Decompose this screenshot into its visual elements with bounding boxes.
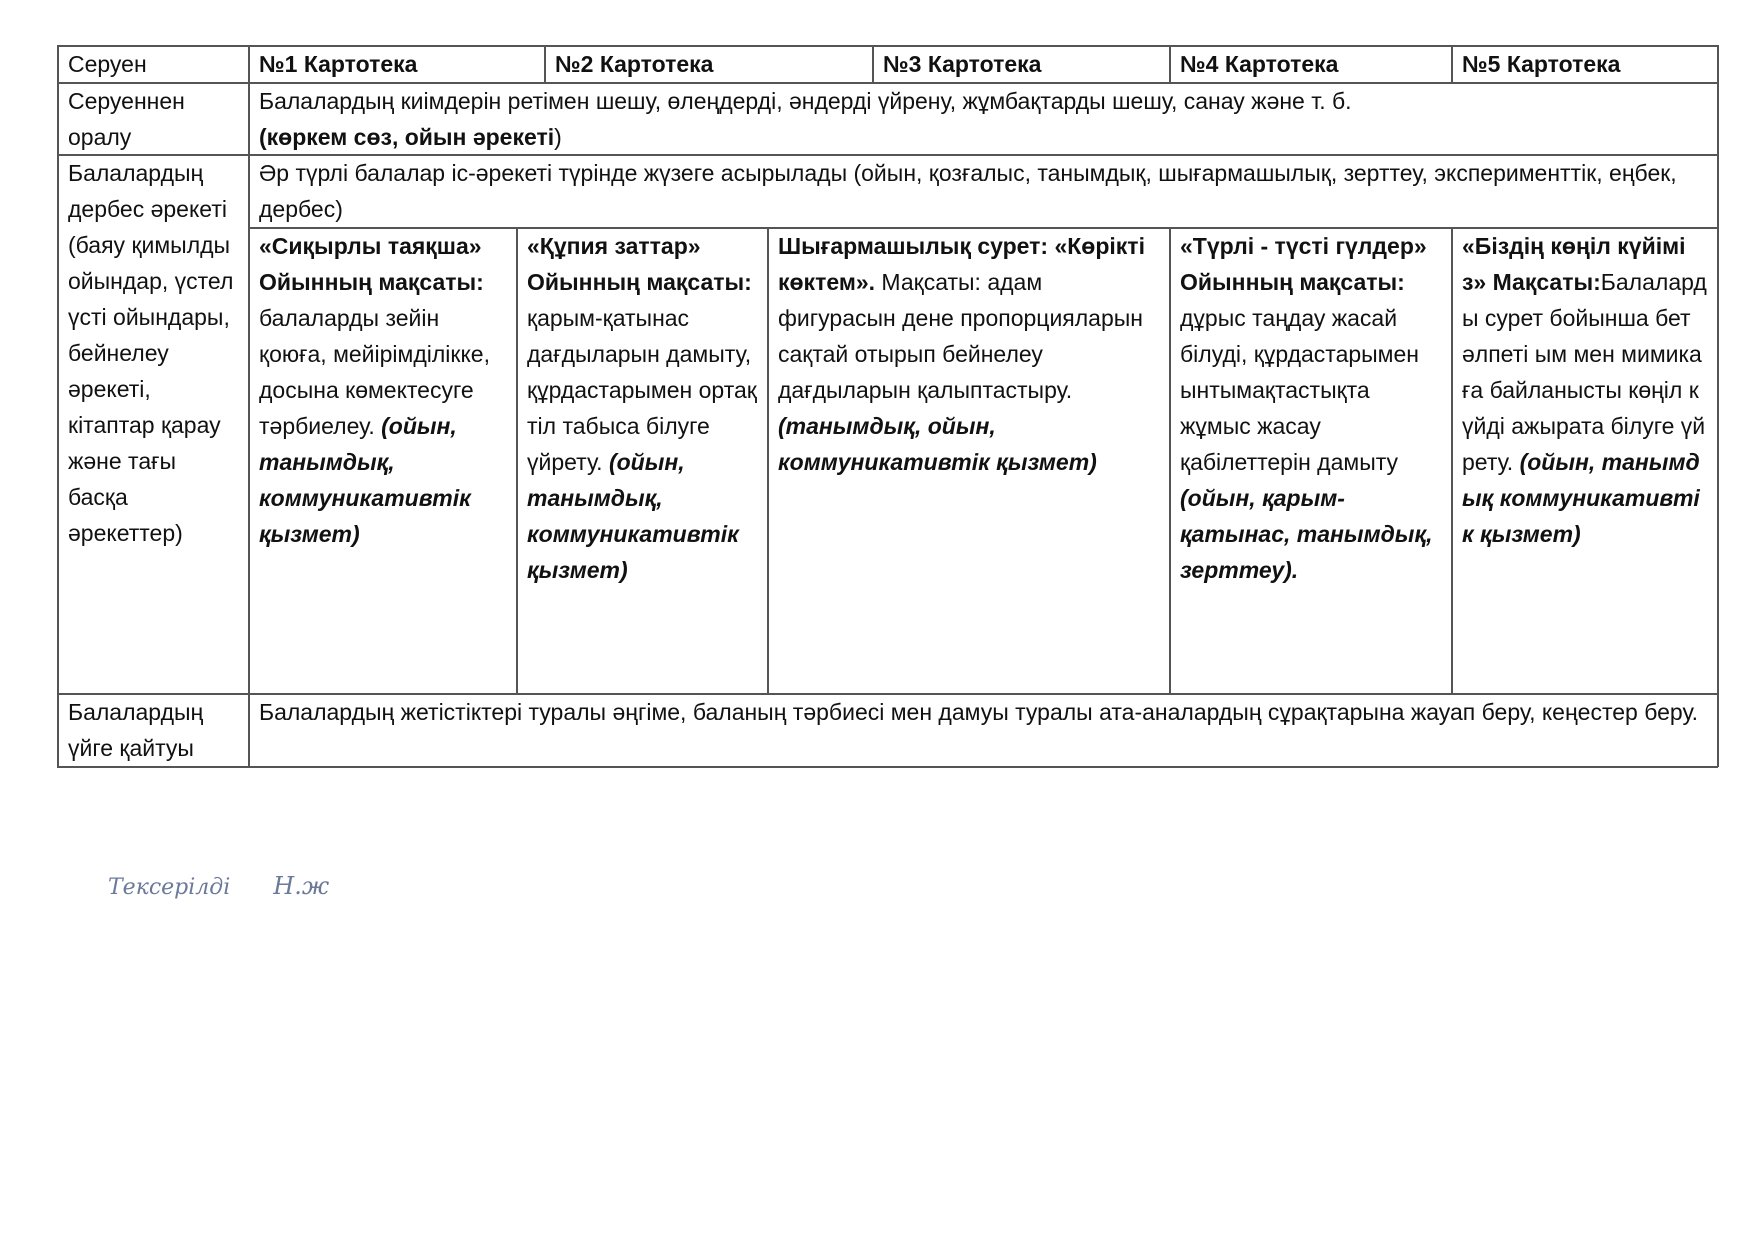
- card-2-body: қарым-қатынас дағдыларын дамыту, құрдастарымен ортақ тіл табыса білуге үйрету.: [527, 305, 757, 475]
- return-walk-content: [249, 83, 1717, 161]
- card-2: [517, 228, 767, 594]
- card-5-body: Балаларды сурет бойынша бет әлпеті ым мен мимикаға байланысты көңіл күйді ажырата білуге үйрету.: [1462, 269, 1707, 475]
- header-card-5: №5 Картотека: [1462, 51, 1621, 77]
- card-4-title: «Түрлі - түсті гүлдер» Ойынның мақсаты:: [1180, 233, 1427, 295]
- return-walk-note: (көркем сөз, ойын әрекеті): [259, 124, 562, 150]
- going-home-label: Балалардың үйге қайтуы: [68, 699, 204, 761]
- card-3: [768, 228, 1169, 486]
- header-card-2: №2 Картотека: [555, 51, 714, 77]
- return-walk-text: Балалардың киімдерін ретімен шешу, өлеңдерді, әндерді үйрену, жұмбақтарды шешу, санау және т. б.: [259, 88, 1352, 114]
- card-1-title: «Сиқырлы таяқша» Ойынның мақсаты:: [259, 233, 484, 295]
- card-5-tags: (ойын, танымдық коммуникативтік қызмет): [1462, 449, 1700, 547]
- card-4-body: дұрыс таңдау жасай білуді, құрдастарымен ынтымақтастықта жұмыс жасау қабілеттерін дамыту: [1180, 305, 1419, 475]
- activity-intro: Әр түрлі балалар іс-әрекеті түрінде жүзеге асырылады (ойын, қозғалыс, танымдық, шығармашылық, зерттеу, эксперименттік, еңбек, дербес): [259, 160, 1677, 222]
- header-walk: Серуен: [68, 51, 147, 77]
- header-card-4: №4 Картотека: [1180, 51, 1339, 77]
- header-card-1: №1 Картотека: [259, 51, 418, 77]
- going-home-text: Балалардың жетістіктері туралы әңгіме, баланың тәрбиесі мен дамуы туралы ата-аналардың сұрақтарына жауап беру, кеңестер беру.: [259, 699, 1699, 725]
- card-3-title: Шығармашылық сурет: «Көрікті көктем».: [778, 233, 1145, 295]
- card-3-tags: (танымдық, ойын, коммуникативтік қызмет): [778, 413, 1097, 475]
- card-4-tags: (ойын, қарым-қатынас, танымдық, зерттеу).: [1180, 485, 1433, 583]
- signature-mark: Н.ж: [273, 872, 330, 900]
- card-1-tags: (ойын, танымдық, коммуникативтік қызмет): [259, 413, 471, 547]
- card-5-title: «Біздің көңіл күйіміз» Мақсаты:: [1462, 233, 1686, 295]
- signature-text: Тексерілді: [108, 875, 231, 900]
- card-2-title: «Құпия заттар» Ойынның мақсаты:: [527, 233, 752, 295]
- card-3-body: Мақсаты: адам фигурасын дене пропорцияларын сақтай отырып бейнелеу дағдыларын қалыптастыру.: [778, 269, 1143, 403]
- card-1: [249, 228, 516, 558]
- return-walk-label: Серуеннен оралу: [68, 88, 185, 150]
- header-card-3: №3 Картотека: [883, 51, 1042, 77]
- activity-label: Балалардың дербес әрекеті (баяу қимылды ойындар, үстел үсті ойындары, бейнелеу әрекеті, кітаптар қарау және тағы басқа әрекеттер): [68, 160, 234, 546]
- card-2-tags: (ойын, танымдық, коммуникативтік қызмет): [527, 449, 739, 583]
- card-5: [1452, 228, 1717, 558]
- signature: [108, 872, 398, 916]
- card-4: [1170, 228, 1451, 594]
- card-1-body: балаларды зейін қоюға, мейірімділікке, досына көмектесуге тәрбиелеу.: [259, 305, 490, 439]
